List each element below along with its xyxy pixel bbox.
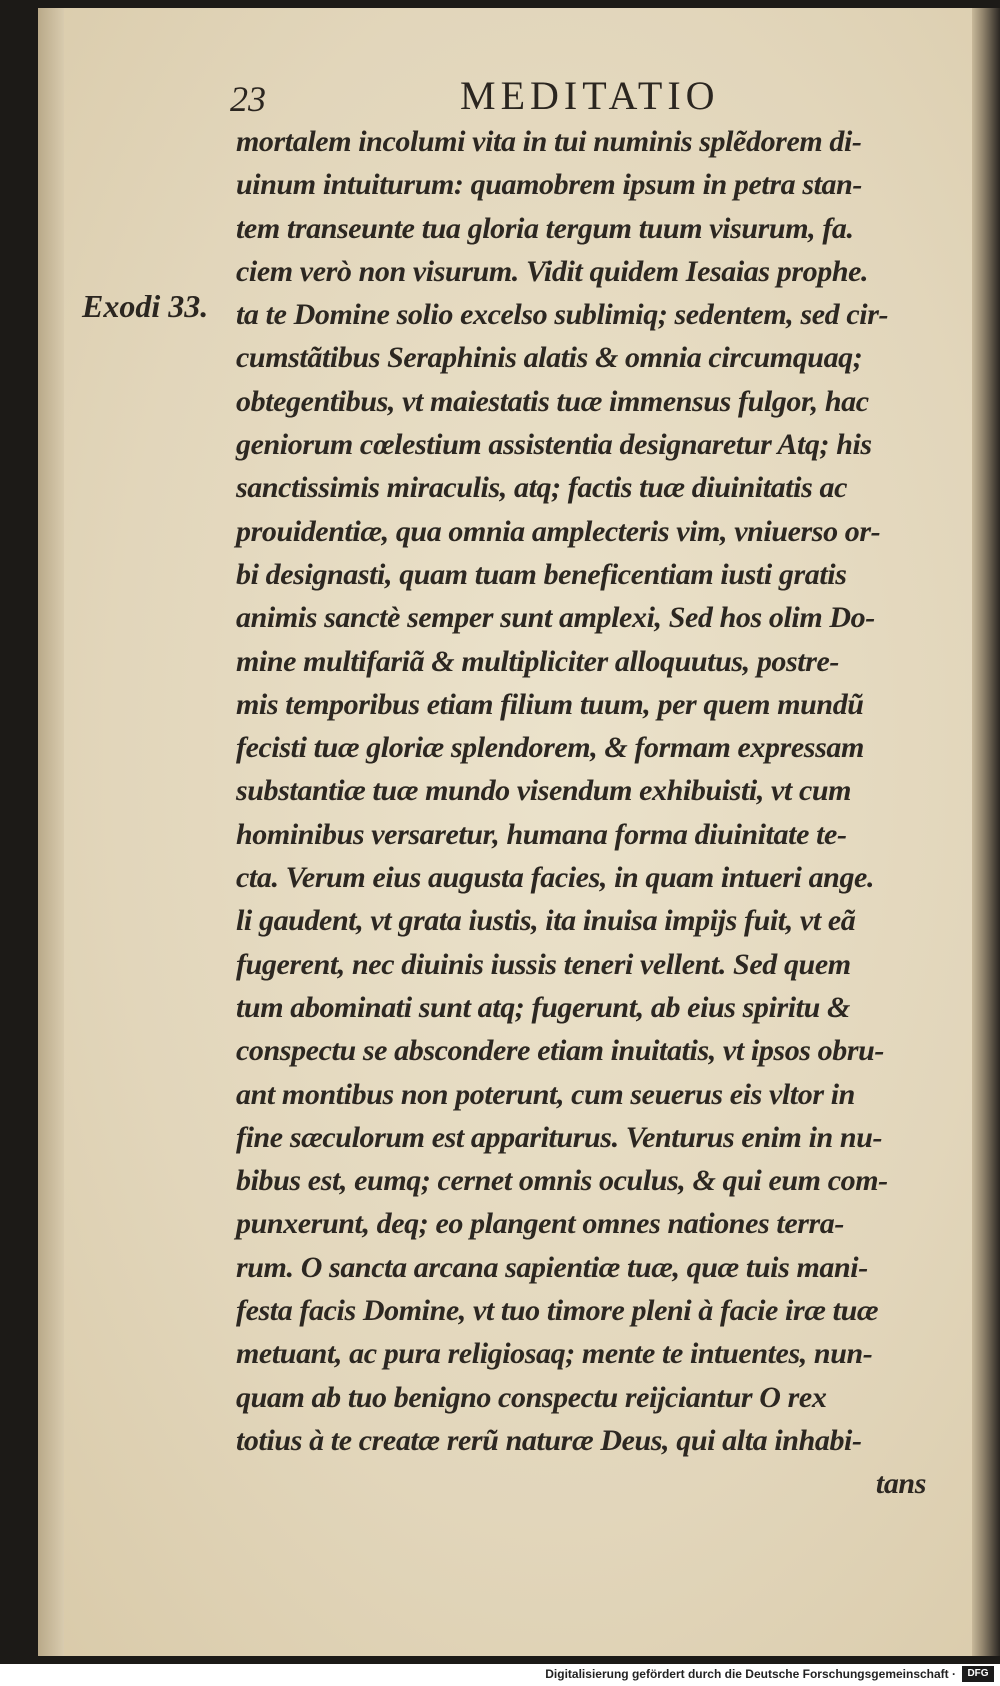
digitization-footer xyxy=(0,1664,1000,1686)
text-line: tum abominati sunt atq; fugerunt, ab eius spiritu & xyxy=(236,990,850,1024)
text-line: uinum intuiturum: quamobrem ipsum in petra stan- xyxy=(236,168,863,202)
page-number: 23 xyxy=(230,79,266,119)
text-line: mis temporibus etiam filium tuum, per quem mundũ xyxy=(236,687,864,721)
text-line: hominibus versaretur, humana forma diuinitate te- xyxy=(236,817,847,851)
text-line: ciem verò non visurum. Vidit quidem Iesaias prophe. xyxy=(236,254,869,288)
text-line: punxerunt, deq; eo plangent omnes nationes terra- xyxy=(236,1207,844,1241)
text-line: bibus est, eumq; cernet omnis oculus, & qui eum com- xyxy=(236,1164,888,1198)
text-line: ant montibus non poterunt, cum seuerus eis vltor in xyxy=(236,1077,855,1111)
text-line: festa facis Domine, vt tuo timore pleni à facie iræ tuæ xyxy=(236,1294,879,1328)
text-line: mine multifariã & multipliciter alloquutus, postre- xyxy=(236,644,840,678)
text-line: bi designasti, quam tuam beneficentiam iusti gratis xyxy=(236,557,847,591)
text-line: obtegentibus, vt maiestatis tuæ immensus fulgor, hac xyxy=(236,384,869,418)
text-line: totius à te creatæ rerũ naturæ Deus, qui alta inhabi- xyxy=(236,1423,862,1457)
text-line: fine sæculorum est appariturus. Venturus enim in nu- xyxy=(236,1120,883,1154)
text-line: cumstãtibus Seraphinis alatis & omnia circumquaq; xyxy=(236,341,863,375)
text-line: substantiæ tuæ mundo visendum exhibuisti, vt cum xyxy=(236,774,852,808)
text-line: tem transeunte tua gloria tergum tuum visurum, fa. xyxy=(236,211,854,245)
text-line: li gaudent, vt grata iustis, ita inuisa impijs fuit, vt eã xyxy=(236,904,856,938)
footer-credit: Digitalisierung gefördert durch die Deutsche Forschungsgemeinschaft · xyxy=(545,1667,956,1681)
text-line: animis sanctè semper sunt amplexi, Sed hos olim Do- xyxy=(236,601,875,635)
text-line: geniorum cœlestium assistentia designaretur Atq; his xyxy=(236,428,872,462)
margin-note: Exodi 33. xyxy=(82,288,209,324)
text-line: sanctissimis miraculis, atq; factis tuæ diuinitatis ac xyxy=(236,471,847,505)
text-line: quam ab tuo benigno conspectu reijciantur O rex xyxy=(236,1380,827,1414)
text-line: rum. O sancta arcana sapientiæ tuæ, quæ tuis mani- xyxy=(236,1250,868,1284)
body-text xyxy=(236,120,940,1506)
text-line: ta te Domine solio excelso sublimiq; sedentem, sed cir- xyxy=(236,298,889,332)
text-line: conspectu se abscondere etiam inuitatis, vt ipsos obru- xyxy=(236,1034,885,1068)
running-title: MEDITATIO xyxy=(460,73,720,118)
text-line: mortalem incolumi vita in tui numinis splẽdorem di- xyxy=(236,125,862,158)
text-line: fecisti tuæ gloriæ splendorem, & formam expressam xyxy=(236,731,864,765)
text-line: fugerent, nec diuinis iussis teneri vellent. Sed quem xyxy=(236,947,851,981)
text-line: metuant, ac pura religiosaq; mente te intuentes, nun- xyxy=(236,1337,873,1371)
text-line: prouidentiæ, qua omnia amplecteris vim, vniuerso or- xyxy=(236,514,881,548)
page-gutter xyxy=(38,8,64,1656)
dfg-logo: DFG xyxy=(962,1666,994,1682)
page-fore-edge xyxy=(972,8,1000,1656)
text-line: cta. Verum eius augusta facies, in quam intueri ange. xyxy=(236,861,875,895)
catchword: tans xyxy=(875,1467,926,1501)
